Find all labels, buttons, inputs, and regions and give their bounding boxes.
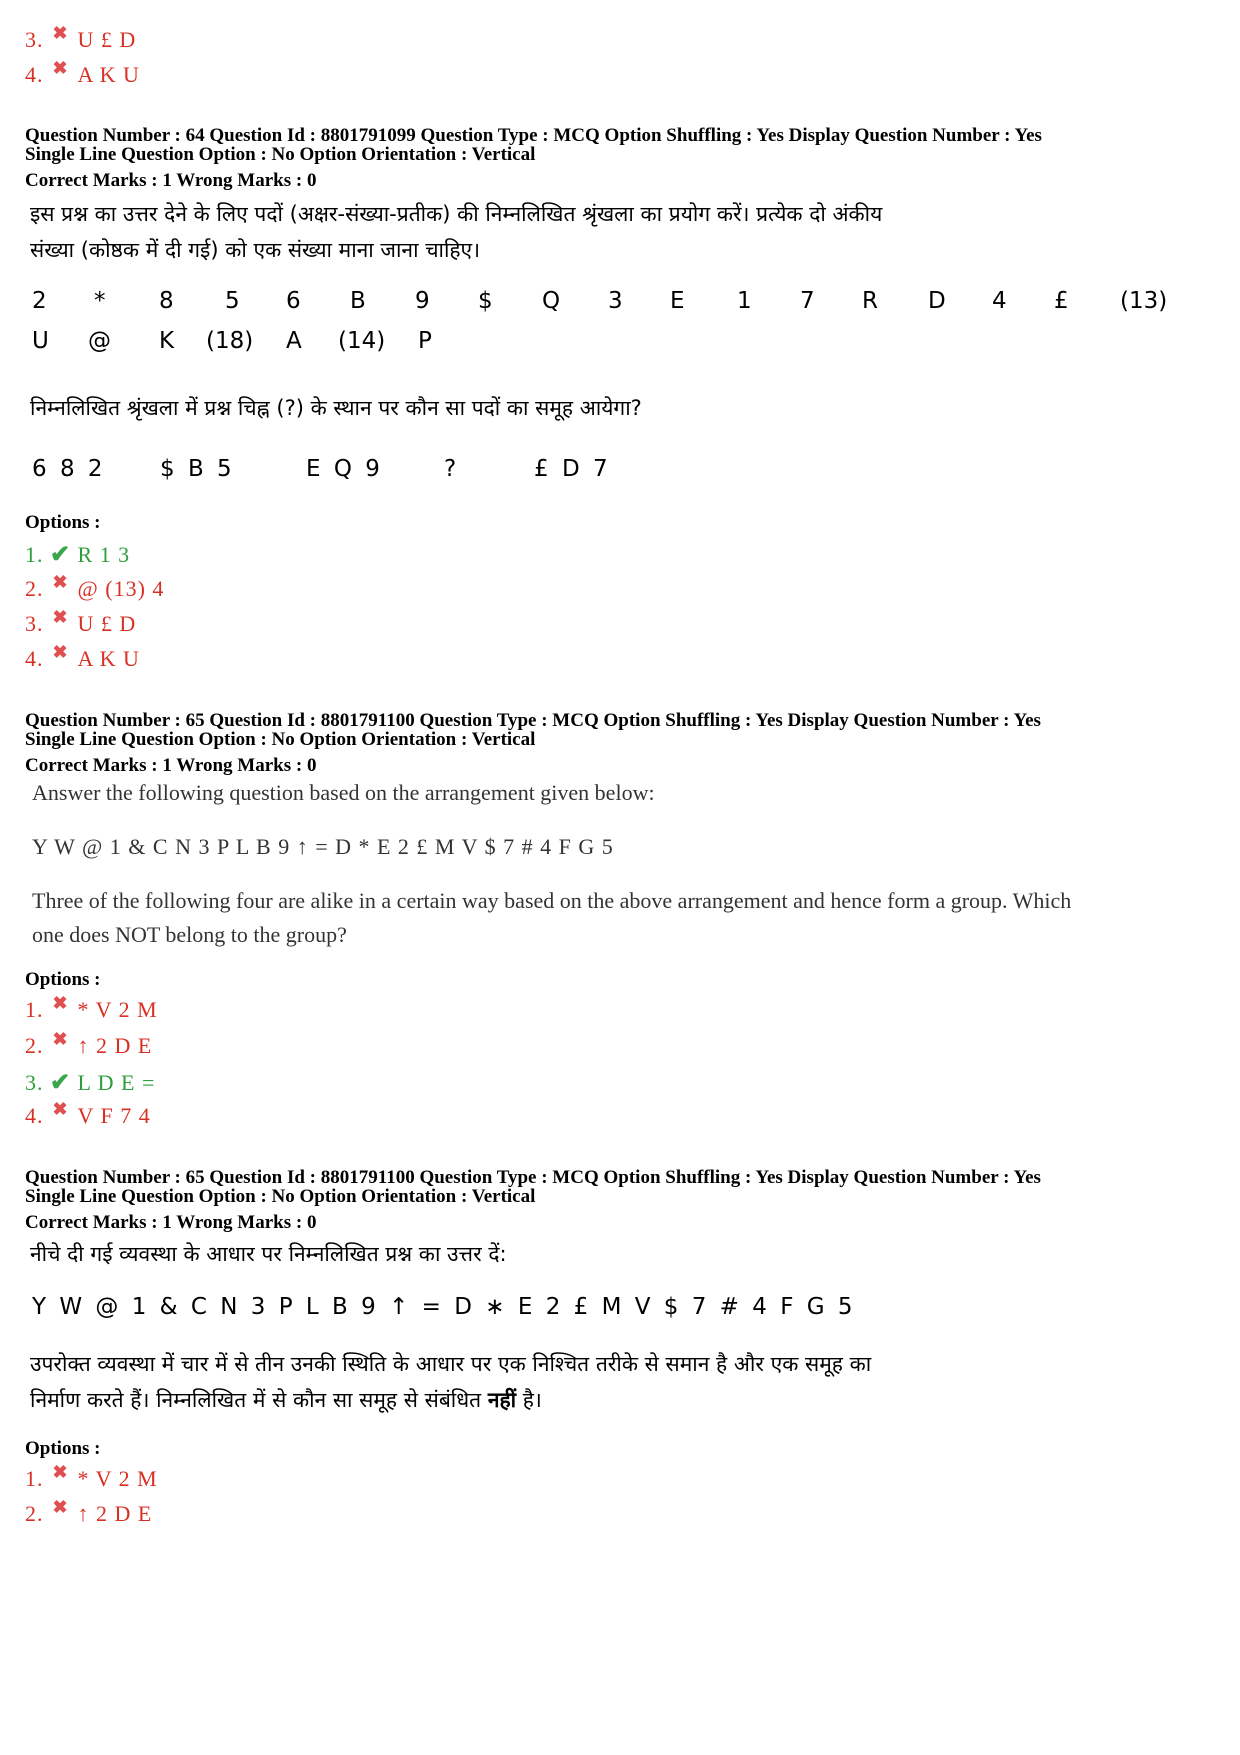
option-4: 4. ✖ V F 7 4 xyxy=(25,1099,151,1128)
check-icon: ✔ xyxy=(49,1070,72,1096)
option-text: U £ D xyxy=(77,611,137,636)
option-3: 3. ✔ L D E = xyxy=(25,1070,156,1096)
group-term: 6 8 2 xyxy=(32,456,106,482)
series-term: 2 xyxy=(32,288,47,314)
series-term: 1 xyxy=(737,288,752,314)
series-term: $ xyxy=(478,288,493,314)
cross-icon: ✖ xyxy=(52,1029,69,1049)
question-meta: Question Number : 65 Question Id : 8801791100 Question Type : MCQ Option Shuffling : Yes Display Question Number : Yes xyxy=(25,710,1041,731)
series-term: R xyxy=(862,288,878,314)
question-text-line2: निर्माण करते हैं। निम्नलिखित में से कौन सा समूह से संबंधित नहीं है। xyxy=(30,1388,542,1412)
series-term: 9 xyxy=(415,288,430,314)
question-meta: Question Number : 64 Question Id : 8801791099 Question Type : MCQ Option Shuffling : Yes Display Question Number : Yes xyxy=(25,125,1042,146)
series-term: Q xyxy=(542,288,561,314)
series-term: @ xyxy=(88,328,111,354)
cross-icon: ✖ xyxy=(52,993,69,1013)
group-term: E Q 9 xyxy=(306,456,383,482)
question-text-line1: Three of the following four are alike in a certain way based on the above arrangement and hence form a group. Which xyxy=(32,888,1072,913)
option-text: U £ D xyxy=(77,27,137,52)
option-2: 2. ✖ ↑ 2 D E xyxy=(25,1029,153,1058)
question-intro: नीचे दी गई व्यवस्था के आधार पर निम्नलिखित प्रश्न का उत्तर दें: xyxy=(30,1242,507,1266)
option-text: V F 7 4 xyxy=(77,1103,151,1128)
series-term: £ xyxy=(1054,288,1069,314)
question-meta-line2: Single Line Question Option : No Option Orientation : Vertical xyxy=(25,144,536,165)
cross-icon: ✖ xyxy=(52,607,69,627)
option-text: R 1 3 xyxy=(77,542,131,567)
question-meta: Question Number : 65 Question Id : 8801791100 Question Type : MCQ Option Shuffling : Yes Display Question Number : Yes xyxy=(25,1167,1041,1188)
option-text: * V 2 M xyxy=(77,1466,158,1491)
series-term: K xyxy=(159,328,175,354)
series-term: B xyxy=(350,288,366,314)
group-term: £ D 7 xyxy=(534,456,611,482)
series-term: 5 xyxy=(225,288,240,314)
series-term: 7 xyxy=(800,288,815,314)
series-term: * xyxy=(94,288,106,314)
cross-icon: ✖ xyxy=(52,23,69,43)
arrangement: Y W @ 1 & C N 3 P L B 9 ↑ = D * E 2 £ M V $ 7 # 4 F G 5 xyxy=(32,834,614,859)
check-icon: ✔ xyxy=(49,542,72,568)
option-3: 3. ✖ U £ D xyxy=(25,607,137,636)
option-1: 1. ✖ * V 2 M xyxy=(25,993,158,1022)
series-term: D xyxy=(928,288,946,314)
series-term: 3 xyxy=(608,288,623,314)
question-text-line2: one does NOT belong to the group? xyxy=(32,922,347,947)
options-label: Options : xyxy=(25,512,101,533)
series-term: E xyxy=(670,288,685,314)
question-text-line1: इस प्रश्न का उत्तर देने के लिए पदों (अक्षर-संख्या-प्रतीक) की निम्नलिखित श्रृंखला का प्रयोग करें। प्रत्येक दो अंकीय xyxy=(30,202,883,226)
series-term: (13) xyxy=(1120,288,1168,314)
series-term: U xyxy=(32,328,49,354)
series-term: A xyxy=(286,328,302,354)
option-4: 4. ✖ A K U xyxy=(25,642,140,671)
option-1: 1. ✔ R 1 3 xyxy=(25,542,131,568)
question-intro: Answer the following question based on the arrangement given below: xyxy=(32,780,655,805)
series-term: (18) xyxy=(206,328,254,354)
question-marks: Correct Marks : 1 Wrong Marks : 0 xyxy=(25,170,317,191)
option-text: A K U xyxy=(77,646,140,671)
question-meta-line2: Single Line Question Option : No Option Orientation : Vertical xyxy=(25,729,536,750)
option-2: 2. ✖ ↑ 2 D E xyxy=(25,1497,153,1526)
option-text: ↑ 2 D E xyxy=(77,1501,153,1526)
series-term: 6 xyxy=(286,288,301,314)
cross-icon: ✖ xyxy=(52,58,69,78)
option-text: @ (13) 4 xyxy=(77,576,165,601)
series-term: (14) xyxy=(338,328,386,354)
options-label: Options : xyxy=(25,1438,101,1459)
emphasis-not: नहीं xyxy=(487,1388,517,1412)
option-2: 2. ✖ @ (13) 4 xyxy=(25,572,165,601)
option-text: * V 2 M xyxy=(77,997,158,1022)
arrangement: Y W @ 1 & C N 3 P L B 9 ↑ = D ∗ E 2 £ M V $ 7 # 4 F G 5 xyxy=(32,1294,856,1320)
option-1: 1. ✖ * V 2 M xyxy=(25,1462,158,1491)
series-term: P xyxy=(418,328,432,354)
option-3: 3. ✖ U £ D xyxy=(25,23,137,52)
question-text-line1: उपरोक्त व्यवस्था में चार में से तीन उनकी स्थिति के आधार पर एक निश्चित तरीके से समान है और एक समूह का xyxy=(30,1352,872,1376)
group-term: $ B 5 xyxy=(160,456,235,482)
question-text-line2: संख्या (कोष्ठक में दी गई) को एक संख्या माना जाना चाहिए। xyxy=(30,238,481,262)
cross-icon: ✖ xyxy=(52,1497,69,1517)
cross-icon: ✖ xyxy=(52,1099,69,1119)
option-4: 4. ✖ A K U xyxy=(25,58,140,87)
group-term: ? xyxy=(444,456,457,482)
series-term: 8 xyxy=(159,288,174,314)
question-marks: Correct Marks : 1 Wrong Marks : 0 xyxy=(25,1212,317,1233)
options-label: Options : xyxy=(25,969,101,990)
series-term: 4 xyxy=(992,288,1007,314)
option-text: A K U xyxy=(77,62,140,87)
cross-icon: ✖ xyxy=(52,572,69,592)
cross-icon: ✖ xyxy=(52,1462,69,1482)
cross-icon: ✖ xyxy=(52,642,69,662)
option-text: L D E = xyxy=(77,1070,156,1095)
question-meta-line2: Single Line Question Option : No Option Orientation : Vertical xyxy=(25,1186,536,1207)
question-prompt: निम्नलिखित श्रृंखला में प्रश्न चिह्न (?) के स्थान पर कौन सा पदों का समूह आयेगा? xyxy=(30,396,642,420)
option-text: ↑ 2 D E xyxy=(77,1033,153,1058)
question-marks: Correct Marks : 1 Wrong Marks : 0 xyxy=(25,755,317,776)
